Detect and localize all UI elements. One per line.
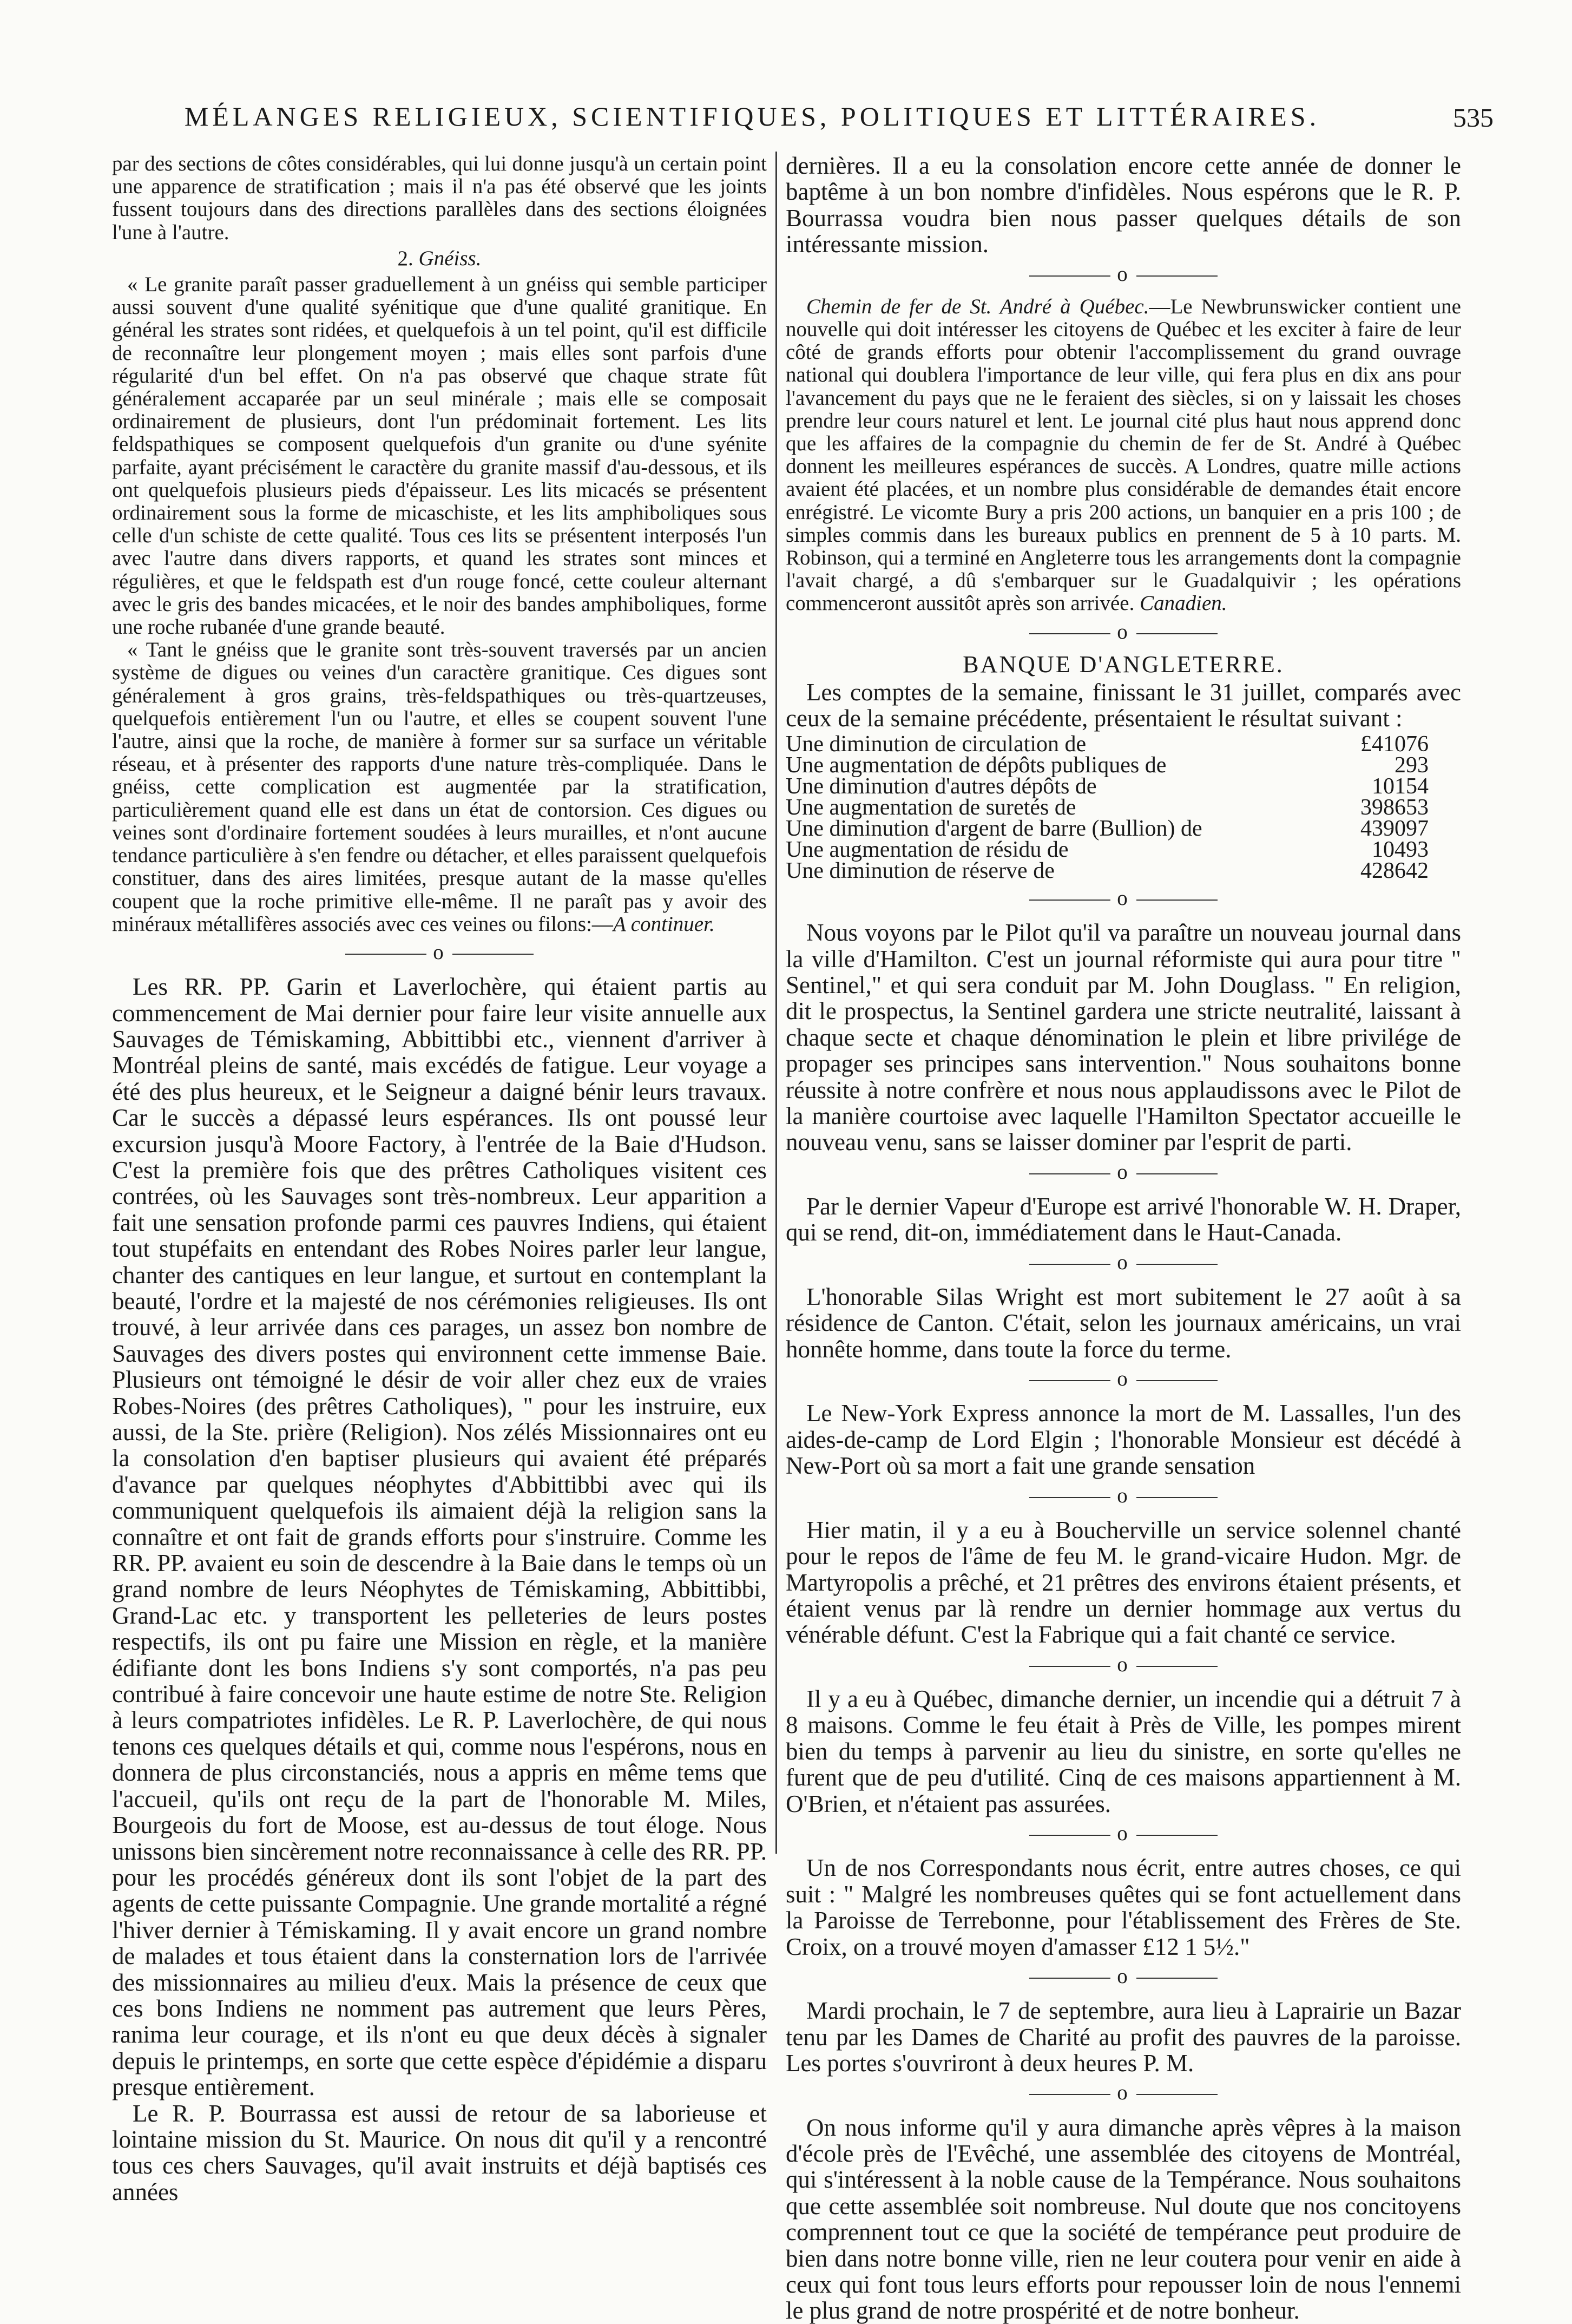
left-paragraph-2: « Le granite paraît passer graduellement à un gnéiss qui semble participer aussi souvent d'une qualité syénitique que d'une qualité granitique. En général les strates sont ridées, et quelquefois à un tel point, qu'il est difficile de reconnaître leur plongement moyen ; mais elles sont parfois d'une régularité d'un bel effet. On n'a pas observé que chaque strate fût généralement accaparée par un seul minérale ; mais elle se composait ordinairement de plusieurs, dont l'un prédominait fortement. Les lits feldspathiques se composent quelquefois d'un granite ou d'une syénite parfaite, ayant précisément le caractère du granite massif d'au-dessous, et ils ont quelquefois plusieurs pieds d'épaisseur. Les lits micacés se présentent ordinairement sous la forme de micaschiste, et les lits amphiboliques sous celle d'un schiste de cette qualité. Tous ces lits se présentent interposés l'un avec l'autre dans divers rapports, et quand les strates sont minces et régulières, et que le feldspath est d'un rouge foncé, cette couleur alternant avec le gris des bandes micacées, et le noir des bandes amphiboliques, forme une roche rubanée d'une grande beauté.: [112, 273, 767, 639]
railway-title: Chemin de fer de St. André à Québec.: [806, 294, 1149, 318]
ledger-value: 439097: [1360, 816, 1429, 841]
separator: o: [786, 621, 1461, 644]
ledger-row: [786, 839, 1461, 861]
right-paragraph-6: Le New-York Express annonce la mort de M. Lassalles, l'un des aides-de-camp de Lord Elgin ; l'honorable Monsieur est décédé à New-Port où sa mort a fait une grande sensation: [786, 1400, 1461, 1480]
right-paragraph-3: Nous voyons par le Pilot qu'il va paraître un nouveau journal dans la ville d'Hamilton. C'est un journal réformiste qui aura pour titre " Sentinel," et qui sera conduit par M. John Douglass. " En religion, dit le prospectus, la Sentinel gardera une stricte neutralité, laissant à chaque secte et chaque dénomination le plein et libre privilége de propager ses principes sans intervention." Nous souhaitons bonne réussite à notre confrère et nous nous applaudissons avec le Pilot de la manière courtoise avec laquelle l'Hamilton Spectator accueille le nouveau venu, sans se laisser dominer par l'esprit de parti.: [786, 919, 1461, 1156]
bank-intro: Les comptes de la semaine, finissant le 31 juillet, comparés avec ceux de la semaine précédente, présentaient le résultat suivant :: [786, 679, 1461, 732]
ledger-row: [786, 731, 1461, 757]
page-number: 535: [1453, 102, 1494, 133]
right-paragraph-1: dernières. Il a eu la consolation encore cette année de donner le baptême à un bon nombre d'infidèles. Nous espérons que le R. P. Bourrassa voudra bien nous passer quelques détails de son intéressante mission.: [786, 152, 1461, 258]
left-paragraph-4: Les RR. PP. Garin et Laverlochère, qui étaient partis au commencement de Mai dernier pour faire leur visite annuelle aux Sauvages de Témiskaming, Abbittibbi etc., viennent d'arriver à Montréal pleins de santé, mais excédés de fatigue. Leur voyage a été des plus heureux, et le Seigneur a daigné bénir leurs travaux. Car le succès a dépassé leurs espérances. Ils ont poussé leur excursion jusqu'à Moore Factory, à l'entrée de la Baie d'Hudson. C'est la première fois que des prêtres Catholiques visitent ces contrées, où les Sauvages sont très-nombreux. Leur apparition a fait une sensation profonde parmi ces pauvres Indiens, qui étaient tout stupéfaits en entendant des Robes Noires parler leur langue, chanter des cantiques en leur langue, et surtout en contemplant la beauté, l'ordre et la majesté de nos cérémonies religieuses. Ils ont trouvé, à leur arrivée dans ces parages, un assez bon nombre de Sauvages des divers postes qui environnent cette immense Baie. Plusieurs ont témoigné le désir de voir aller chez eux de vraies Robes-Noires (des prêtres Catholiques), " pour les instruire, eux aussi, de la Ste. prière (Religion). Nos zélés Missionnaires ont eu la consolation d'en baptiser plusieurs qui avaient été préparés d'avance par quelques néophytes d'Abbittibbi avec qui ils communiquent quelquefois ils aimaient déjà la religion sans la connaître et ont fait de grands efforts pour s'instruire. Comme les RR. PP. avaient eu soin de descendre à la Baie dans le temps où un grand nombre de leurs Néophytes de Témiskaming, Abbittibbi, Grand-Lac etc. y transportent les pelleteries de leurs postes respectifs, ils ont pu faire une Mission en règle, et la manière édifiante dont les bons Indiens s'y sont comportés, n'a pas peu contribué à faire concevoir une haute estime de notre Ste. Religion à leurs compatriotes infidèles. Le R. P. Laverlochère, de qui nous tenons ces quelques détails et qui, comme nous l'espérons, nous en donnera de plus circonstanciés, nous a appris en même tems que l'accueil, qu'ils ont reçu de la part de l'honorable M. Miles, Bourgeois du fort de Moose, est au-dessus de tout éloge. Nous unissons bien sincèrement notre reconnaissance à celle des RR. PP. pour les procédés généreux dont ils sont l'objet de la part des agents de cette puissante Compagnie. Une grande mortalité a régné l'hiver dernier à Témiskaming. Il y avait encore un grand nombre de malades et tous étaient dans la consternation lors de l'arrivée des missionnaires au milieu d'eux. Mais la présence de ceux que ces bons Indiens ne nomment pas autrement que leurs Pères, ranima leur courage, et ils n'ont eu que deux décès à signaler depuis le printemps, en sorte que cette espèce d'épidémie a disparu presque entièrement.: [112, 973, 767, 2101]
separator: o: [786, 1653, 1461, 1676]
right-paragraph-4: Par le dernier Vapeur d'Europe est arrivé l'honorable W. H. Draper, qui se rend, dit-on, immédiatement dans le Haut-Canada.: [786, 1192, 1461, 1246]
separator: o: [786, 2082, 1461, 2104]
page-header: [173, 96, 1494, 140]
left-paragraph-3-text: « Tant le gnéiss que le granite sont très-souvent traversés par un ancien système de digues ou veines d'un caractère granitique. Ces digues sont généralement à gros grains, très-feldspathiques ou très-quartzeuses, quelquefois entièrement l'un ou l'autre, et elles se coupent souvent l'une l'autre, ainsi que la roche, de manière à former sur sa surface un véritable réseau, et à présenter des rapports d'une nature très-compliquée. Dans le gnéiss, cette complication est augmentée par la stratification, particulièrement quand elle est dans un état de contorsion. Ces digues ou veines sont d'ordinaire fortement soudées à leurs murailles, et n'ont aucune tendance particulière à s'en fendre ou détacher, et elles paraissent quelquefois constituer, dans des aires limitées, presque autant de la masse qu'elles coupent que la roche primitive elle-même. Il ne paraît pas y avoir des minéraux métallifères associés avec ces veines ou filons:—: [112, 638, 767, 936]
right-paragraph-2: [786, 296, 1461, 615]
ledger-label: Une augmentation de suretés de: [786, 795, 1076, 820]
ledger-value: 428642: [1360, 858, 1429, 883]
ledger-value: 10493: [1372, 837, 1429, 862]
to-be-continued: A continuer.: [613, 912, 715, 936]
bank-heading: BANQUE D'ANGLETERRE.: [963, 651, 1284, 678]
ledger-row: [786, 752, 1461, 778]
right-paragraph-8: Il y a eu à Québec, dimanche dernier, un incendie qui a détruit 7 à 8 maisons. Comme le feu était à Près de Ville, les pompes mirent bien du temps à parvenir au lieu du sinistre, en sorte qu'elles ne furent que de peu d'utilité. Cinq de ces maisons appartiennent à M. O'Brien, et n'étaient pas assurées.: [786, 1685, 1461, 1817]
railway-source: Canadien.: [1140, 592, 1227, 615]
running-title: MÉLANGES RELIGIEUX, SCIENTIFIQUES, POLITIQUES ET LITTÉRAIRES.: [184, 101, 1320, 132]
ledger-row: [786, 773, 1461, 799]
separator: o: [786, 1485, 1461, 1507]
ledger-row: [786, 797, 1461, 818]
left-paragraph-3: [112, 639, 767, 936]
railway-text: —Le Newbrunswicker contient une nouvelle qui doit intéresser les citoyens de Québec et les exciter à faire de leur côté de grands efforts pour obtenir l'accomplissement du grand ouvrage national qui doublera l'importance de leur ville, qui fera plus en dix ans pour l'avancement du pays que ne le feraient des siècles, si on y laissait les choses prendre leur cours naturel et lent. Le journal cité plus haut nous apprend donc que les affaires de la compagnie du chemin de fer de St. André à Québec donnent les meilleures espérances de succès. A Londres, quatre mille actions avaient été placées, et un nombre plus considérable de demandes était encore enrégistré. Le vicomte Bury a pris 200 actions, un banquier en a pris 100 ; de simples commis dans les bureaux publics en prennent de 5 à 10 parts. M. Robinson, qui a terminé en Angleterre tous les arrangements dont la compagnie l'avait chargé, a dû s'embarquer sur le Guadalquivir ; les opérations commenceront aussitôt après son arrivée.: [786, 294, 1461, 615]
ledger-value: £41076: [1360, 731, 1429, 757]
separator: o: [786, 1965, 1461, 1988]
right-paragraph-10: Mardi prochain, le 7 de septembre, aura lieu à Laprairie un Bazar tenu par les Dames de Charité au profit des pauvres de la paroisse. Les portes s'ouvriront à deux heures P. M.: [786, 1997, 1461, 2077]
right-paragraph-11: On nous informe qu'il y aura dimanche après vêpres à la maison d'école près de l'Evêché, une assemblée des citoyens de Montréal, qui s'intéressent à la noble cause de la Tempérance. Nous souhaitons que cette assemblée soit nombreuse. Nul doute que nos concitoyens comprennent tout ce que la société de tempérance peut produire de bien dans notre bonne ville, rien ne leur coutera pour venir en aide à ceux qui font tous leurs efforts pour repousser loin de nous l'ennemi le plus grand de notre prospérité et de notre bonheur.: [786, 2113, 1461, 2324]
ledger-label: Une augmentation de dépôts publiques de: [786, 752, 1167, 778]
left-column: [112, 153, 767, 2205]
right-column: [786, 153, 1461, 2324]
right-paragraph-5: L'honorable Silas Wright est mort subitement le 27 août à sa résidence de Canton. C'était, selon les journaux américains, un vrai honnête homme, dans toute la force du terme.: [786, 1283, 1461, 1363]
separator: o: [786, 1822, 1461, 1845]
separator: o: [786, 1368, 1461, 1390]
separator: o: [786, 1251, 1461, 1274]
ledger-value: 293: [1395, 752, 1429, 778]
left-paragraph-5: Le R. P. Bourrassa est aussi de retour de sa laborieuse et lointaine mission du St. Maurice. On nous dit qu'il y a rencontré tous ces chers Sauvages, qu'il avait instruits et déjà baptisés ces années: [112, 2099, 767, 2205]
separator: o: [786, 1161, 1461, 1184]
right-paragraph-7: Hier matin, il y a eu à Boucherville un service solennel chanté pour le repos de l'âme de feu M. le grand-vicaire Hudon. Mgr. de Martyropolis a prêché, et 21 prêtres des environs étaient présents, et étaient venus par là rendre un dernier hommage aux vertus du vénérable défunt. C'est la Fabrique qui a fait chanté ce service.: [786, 1516, 1461, 1649]
separator: o: [112, 941, 767, 964]
right-paragraph-9: Un de nos Correspondants nous écrit, entre autres choses, ce qui suit : " Malgré les nombreuses quêtes qui se font actuellement dans la Paroisse de Terrebonne, pour l'établissement des Frères de Ste. Croix, on a trouvé moyen d'amasser £12 1 5½.": [786, 1854, 1461, 1960]
separator: o: [786, 263, 1461, 286]
ledger-label: Une diminution d'argent de barre (Bullion) de: [786, 816, 1202, 841]
ledger-row: [786, 818, 1461, 839]
ledger-value: 10154: [1372, 773, 1429, 799]
column-divider: [775, 152, 777, 1854]
ledger-label: Une diminution de circulation de: [786, 731, 1087, 757]
ledger-label: Une diminution de réserve de: [786, 858, 1055, 883]
section-number: 2.: [397, 246, 413, 270]
section-title: Gnéiss.: [418, 246, 482, 270]
ledger-value: 398653: [1360, 795, 1429, 820]
section-heading: [112, 247, 767, 270]
bank-ledger: [786, 731, 1461, 883]
ledger-row: [786, 858, 1461, 883]
ledger-label: Une diminution d'autres dépôts de: [786, 773, 1097, 799]
separator: o: [786, 887, 1461, 910]
ledger-label: Une augmentation de résidu de: [786, 837, 1069, 862]
left-paragraph-1: par des sections de côtes considérables, qui lui donne jusqu'à un certain point une apparence de stratification ; mais il n'a pas été observé que les joints fussent toujours dans des directions parallèles dans des sections éloignées l'une à l'autre.: [112, 152, 767, 244]
